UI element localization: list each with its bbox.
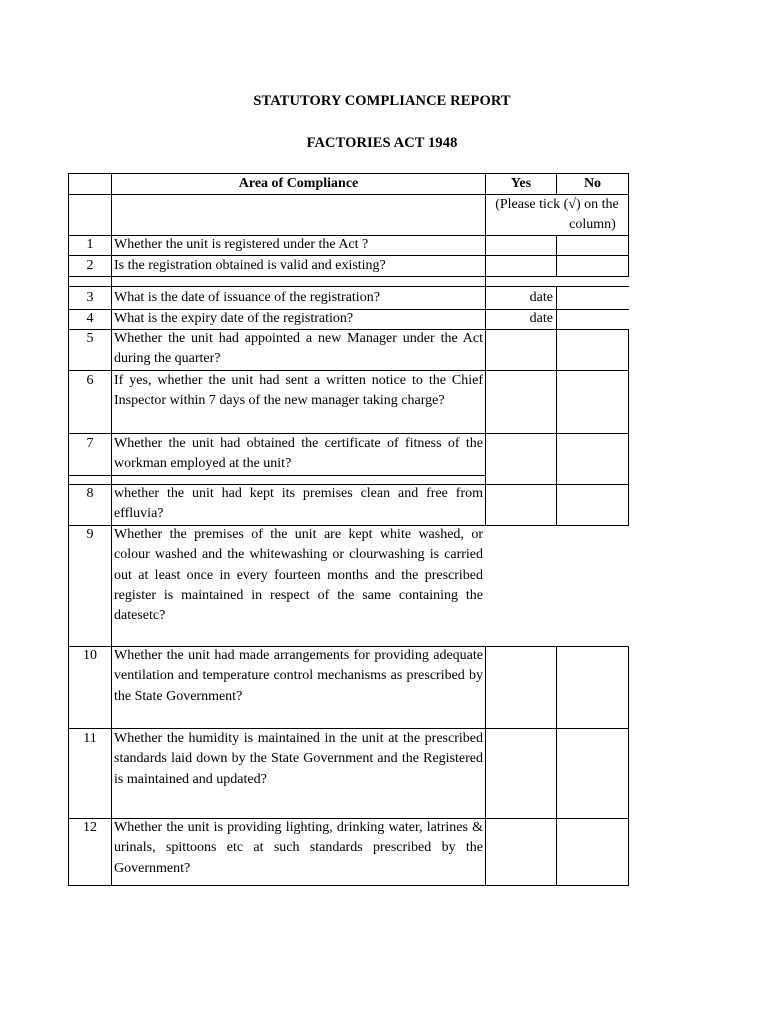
table-border-bottom <box>68 885 629 886</box>
row-number: 7 <box>86 436 94 451</box>
question-text: Whether the unit had obtained the certificate of fitness of the workman employed at the unit? <box>114 436 483 472</box>
row-number: 4 <box>86 311 94 326</box>
table-col-divider <box>111 173 112 886</box>
table-col-divider <box>556 286 557 526</box>
question-text: If yes, whether the unit had sent a written notice to the Chief Inspector within 7 days of the new manager taking charge? <box>114 373 483 409</box>
table-rule <box>68 286 629 287</box>
tick-instruction-line2: column) <box>569 217 616 232</box>
row-number: 12 <box>83 820 97 835</box>
table-rule <box>68 475 486 476</box>
row-number: 6 <box>86 373 94 388</box>
report-title: STATUTORY COMPLIANCE REPORT <box>253 93 511 109</box>
table-col-divider <box>485 173 486 526</box>
row-number: 11 <box>83 731 97 746</box>
header-yes: Yes <box>510 176 532 191</box>
question-text: Whether the unit had made arrangements for providing adequate ventilation and temperature control mechanisms as prescribed by the State Government? <box>114 648 483 704</box>
table-col-divider <box>485 646 486 886</box>
question-text: Is the registration obtained is valid and existing? <box>114 258 386 273</box>
table-col-divider <box>556 235 557 277</box>
question-text: What is the expiry date of the registration? <box>114 311 354 326</box>
row-number: 1 <box>86 237 94 252</box>
row-number: 2 <box>86 258 94 273</box>
question-text: whether the unit had kept its premises clean and free from effluvia? <box>114 486 483 522</box>
table-border-right <box>628 646 629 886</box>
table-border-right <box>628 173 629 277</box>
report-subtitle: FACTORIES ACT 1948 <box>306 135 458 151</box>
question-text: Whether the unit is providing lighting, drinking water, latrines & urinals, spittoons etc at such standards prescribed by the Government? <box>114 820 483 876</box>
date-label: date <box>529 311 553 326</box>
question-text: Whether the unit is registered under the Act ? <box>114 237 369 252</box>
row-number: 10 <box>83 648 97 663</box>
header-area: Area of Compliance <box>238 176 359 191</box>
row-number: 9 <box>86 527 94 542</box>
tick-instruction-line1: (Please tick (√) on the <box>495 197 619 212</box>
question-text: What is the date of issuance of the registration? <box>114 290 380 305</box>
date-label: date <box>529 290 553 305</box>
table-col-divider <box>556 646 557 886</box>
question-text: Whether the humidity is maintained in the unit at the prescribed standards laid down by the State Government and the Registered is maintained and updated? <box>114 731 483 787</box>
row-number: 8 <box>86 486 94 501</box>
header-no: No <box>583 176 602 191</box>
table-border-right <box>628 329 629 526</box>
question-text: Whether the premises of the unit are kept white washed, or colour washed and the whitewashing or clourwashing is carried out at least once in every fourteen months and the prescribed register is maintained in respect of the same containing the datesetc? <box>114 527 483 624</box>
row-number: 5 <box>86 331 94 346</box>
question-text: Whether the unit had appointed a new Manager under the Act during the quarter? <box>114 331 483 367</box>
row-number: 3 <box>86 290 94 305</box>
